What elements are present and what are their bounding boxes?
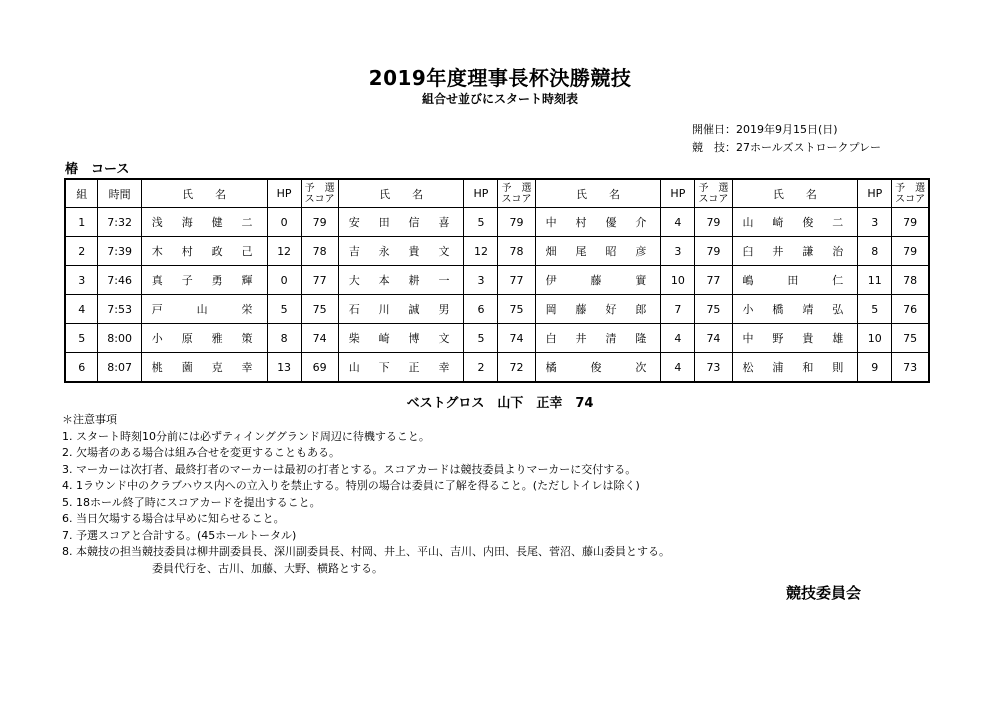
player-name: 木村政己 bbox=[141, 237, 267, 266]
note-item: 1. スタート時刻10分前には必ずティインググランド周辺に待機すること。 bbox=[62, 429, 430, 443]
header-hp: HP bbox=[267, 179, 301, 208]
player-name: 石川誠男 bbox=[338, 295, 464, 324]
start-time: 7:39 bbox=[98, 237, 141, 266]
note-item: 4. 1ラウンド中のクラブハウス内への立入りを禁止する。特別の場合は委員に了解を得ること。(ただしトイレは除く) bbox=[62, 479, 640, 492]
player-score: 73 bbox=[892, 353, 929, 383]
player-score: 69 bbox=[301, 353, 338, 383]
header-name: 氏名 bbox=[141, 179, 267, 208]
player-score: 79 bbox=[695, 208, 732, 237]
player-hp: 9 bbox=[858, 353, 892, 383]
note-item: 2. 欠場者のある場合は組み合せを変更することもある。 bbox=[62, 446, 340, 459]
player-name: 中野貴雄 bbox=[732, 324, 858, 353]
player-hp: 12 bbox=[267, 237, 301, 266]
player-name: 嶋田仁 bbox=[732, 266, 858, 295]
player-hp: 10 bbox=[858, 324, 892, 353]
player-score: 78 bbox=[301, 237, 338, 266]
player-score: 74 bbox=[498, 324, 535, 353]
event-date: 開催日：2019年9月15日(日) bbox=[692, 123, 838, 136]
table-header-row bbox=[65, 179, 929, 208]
player-hp: 5 bbox=[464, 208, 498, 237]
note-item: 6. 当日欠場する場合は早めに知らせること。 bbox=[62, 512, 285, 525]
note-item: 3. マーカーは次打者、最終打者のマーカーは最初の打者とする。スコアカードは競技委員よりマーカーに交付する。 bbox=[62, 462, 637, 476]
start-time: 7:46 bbox=[98, 266, 141, 295]
header-time: 時間 bbox=[98, 179, 141, 208]
player-hp: 2 bbox=[464, 353, 498, 383]
header-score: 予 選 スコア bbox=[498, 179, 535, 208]
player-name: 戸山栄 bbox=[141, 295, 267, 324]
player-name: 大本耕一 bbox=[338, 266, 464, 295]
player-hp: 4 bbox=[661, 208, 695, 237]
player-hp: 7 bbox=[661, 295, 695, 324]
group-number: 4 bbox=[65, 295, 98, 324]
start-time: 7:32 bbox=[98, 208, 141, 237]
pairings-table bbox=[64, 178, 930, 383]
player-score: 75 bbox=[892, 324, 929, 353]
table-row bbox=[65, 266, 929, 295]
player-score: 79 bbox=[892, 237, 929, 266]
player-hp: 0 bbox=[267, 266, 301, 295]
player-name: 山下正幸 bbox=[338, 353, 464, 383]
player-score: 78 bbox=[498, 237, 535, 266]
player-name: 橘俊次 bbox=[535, 353, 661, 383]
player-hp: 5 bbox=[858, 295, 892, 324]
player-hp: 3 bbox=[464, 266, 498, 295]
player-name: 臼井謙治 bbox=[732, 237, 858, 266]
group-number: 1 bbox=[65, 208, 98, 237]
player-name: 中村優介 bbox=[535, 208, 661, 237]
table-row bbox=[65, 295, 929, 324]
player-name: 桃薗克幸 bbox=[141, 353, 267, 383]
player-score: 77 bbox=[301, 266, 338, 295]
header-score: 予 選 スコア bbox=[892, 179, 929, 208]
player-hp: 3 bbox=[858, 208, 892, 237]
header-name: 氏名 bbox=[732, 179, 858, 208]
note-item: 5. 18ホール終了時にスコアカードを提出すること。 bbox=[62, 495, 321, 509]
player-score: 74 bbox=[695, 324, 732, 353]
player-name: 浅海健二 bbox=[141, 208, 267, 237]
player-name: 安田信喜 bbox=[338, 208, 464, 237]
start-time: 8:07 bbox=[98, 353, 141, 383]
player-name: 小橋靖弘 bbox=[732, 295, 858, 324]
player-hp: 4 bbox=[661, 324, 695, 353]
header-score: 予 選 スコア bbox=[301, 179, 338, 208]
player-score: 79 bbox=[695, 237, 732, 266]
player-score: 74 bbox=[301, 324, 338, 353]
player-hp: 4 bbox=[661, 353, 695, 383]
player-score: 77 bbox=[695, 266, 732, 295]
table-row bbox=[65, 353, 929, 383]
player-hp: 5 bbox=[464, 324, 498, 353]
player-score: 78 bbox=[892, 266, 929, 295]
group-number: 3 bbox=[65, 266, 98, 295]
best-gross: ベストグロス 山下 正幸 74 bbox=[406, 396, 594, 411]
player-score: 73 bbox=[695, 353, 732, 383]
group-number: 5 bbox=[65, 324, 98, 353]
player-hp: 3 bbox=[661, 237, 695, 266]
player-hp: 12 bbox=[464, 237, 498, 266]
player-name: 小原雅策 bbox=[141, 324, 267, 353]
player-name: 伊藤實 bbox=[535, 266, 661, 295]
player-name: 真子勇輝 bbox=[141, 266, 267, 295]
player-score: 79 bbox=[498, 208, 535, 237]
header-hp: HP bbox=[661, 179, 695, 208]
notes-section bbox=[62, 412, 670, 577]
group-number: 6 bbox=[65, 353, 98, 383]
player-name: 吉永貴文 bbox=[338, 237, 464, 266]
header-score: 予 選 スコア bbox=[695, 179, 732, 208]
notes-heading: ＊注意事項 bbox=[62, 413, 117, 426]
header-hp: HP bbox=[858, 179, 892, 208]
player-hp: 8 bbox=[858, 237, 892, 266]
player-hp: 11 bbox=[858, 266, 892, 295]
header-group: 組 bbox=[65, 179, 98, 208]
note-item: 7. 予選スコアと合計する。(45ホールトータル) bbox=[62, 528, 297, 542]
table-row bbox=[65, 237, 929, 266]
player-name: 山崎俊二 bbox=[732, 208, 858, 237]
note-item: 8. 本競技の担当競技委員は柳井副委員長、深川副委員長、村岡、井上、平山、吉川、内田、長尾、菅沼、藤山委員とする。 bbox=[62, 545, 670, 558]
header-name: 氏名 bbox=[338, 179, 464, 208]
player-score: 76 bbox=[892, 295, 929, 324]
start-time: 8:00 bbox=[98, 324, 141, 353]
player-hp: 10 bbox=[661, 266, 695, 295]
player-name: 松浦和則 bbox=[732, 353, 858, 383]
player-score: 75 bbox=[695, 295, 732, 324]
player-score: 72 bbox=[498, 353, 535, 383]
table-row bbox=[65, 324, 929, 353]
player-score: 79 bbox=[892, 208, 929, 237]
header-hp: HP bbox=[464, 179, 498, 208]
header-name: 氏名 bbox=[535, 179, 661, 208]
competition-format: 競 技：27ホールズストロークプレー bbox=[692, 141, 882, 154]
group-number: 2 bbox=[65, 237, 98, 266]
committee-signature: 競技委員会 bbox=[786, 584, 862, 602]
player-hp: 0 bbox=[267, 208, 301, 237]
note-continuation: 委員代行を、古川、加藤、大野、横路とする。 bbox=[152, 561, 383, 575]
player-hp: 8 bbox=[267, 324, 301, 353]
start-time: 7:53 bbox=[98, 295, 141, 324]
page-subtitle: 組合せ並びにスタート時刻表 bbox=[421, 92, 578, 106]
player-name: 白井清隆 bbox=[535, 324, 661, 353]
course-name: 椿 コース bbox=[65, 162, 130, 177]
page-title: 2019年度理事長杯決勝競技 bbox=[368, 66, 632, 90]
player-name: 畑尾昭彦 bbox=[535, 237, 661, 266]
player-score: 75 bbox=[301, 295, 338, 324]
player-hp: 5 bbox=[267, 295, 301, 324]
player-score: 79 bbox=[301, 208, 338, 237]
player-hp: 13 bbox=[267, 353, 301, 383]
player-name: 岡藤好郎 bbox=[535, 295, 661, 324]
player-name: 柴崎博文 bbox=[338, 324, 464, 353]
player-score: 77 bbox=[498, 266, 535, 295]
player-hp: 6 bbox=[464, 295, 498, 324]
player-score: 75 bbox=[498, 295, 535, 324]
table-row bbox=[65, 208, 929, 237]
